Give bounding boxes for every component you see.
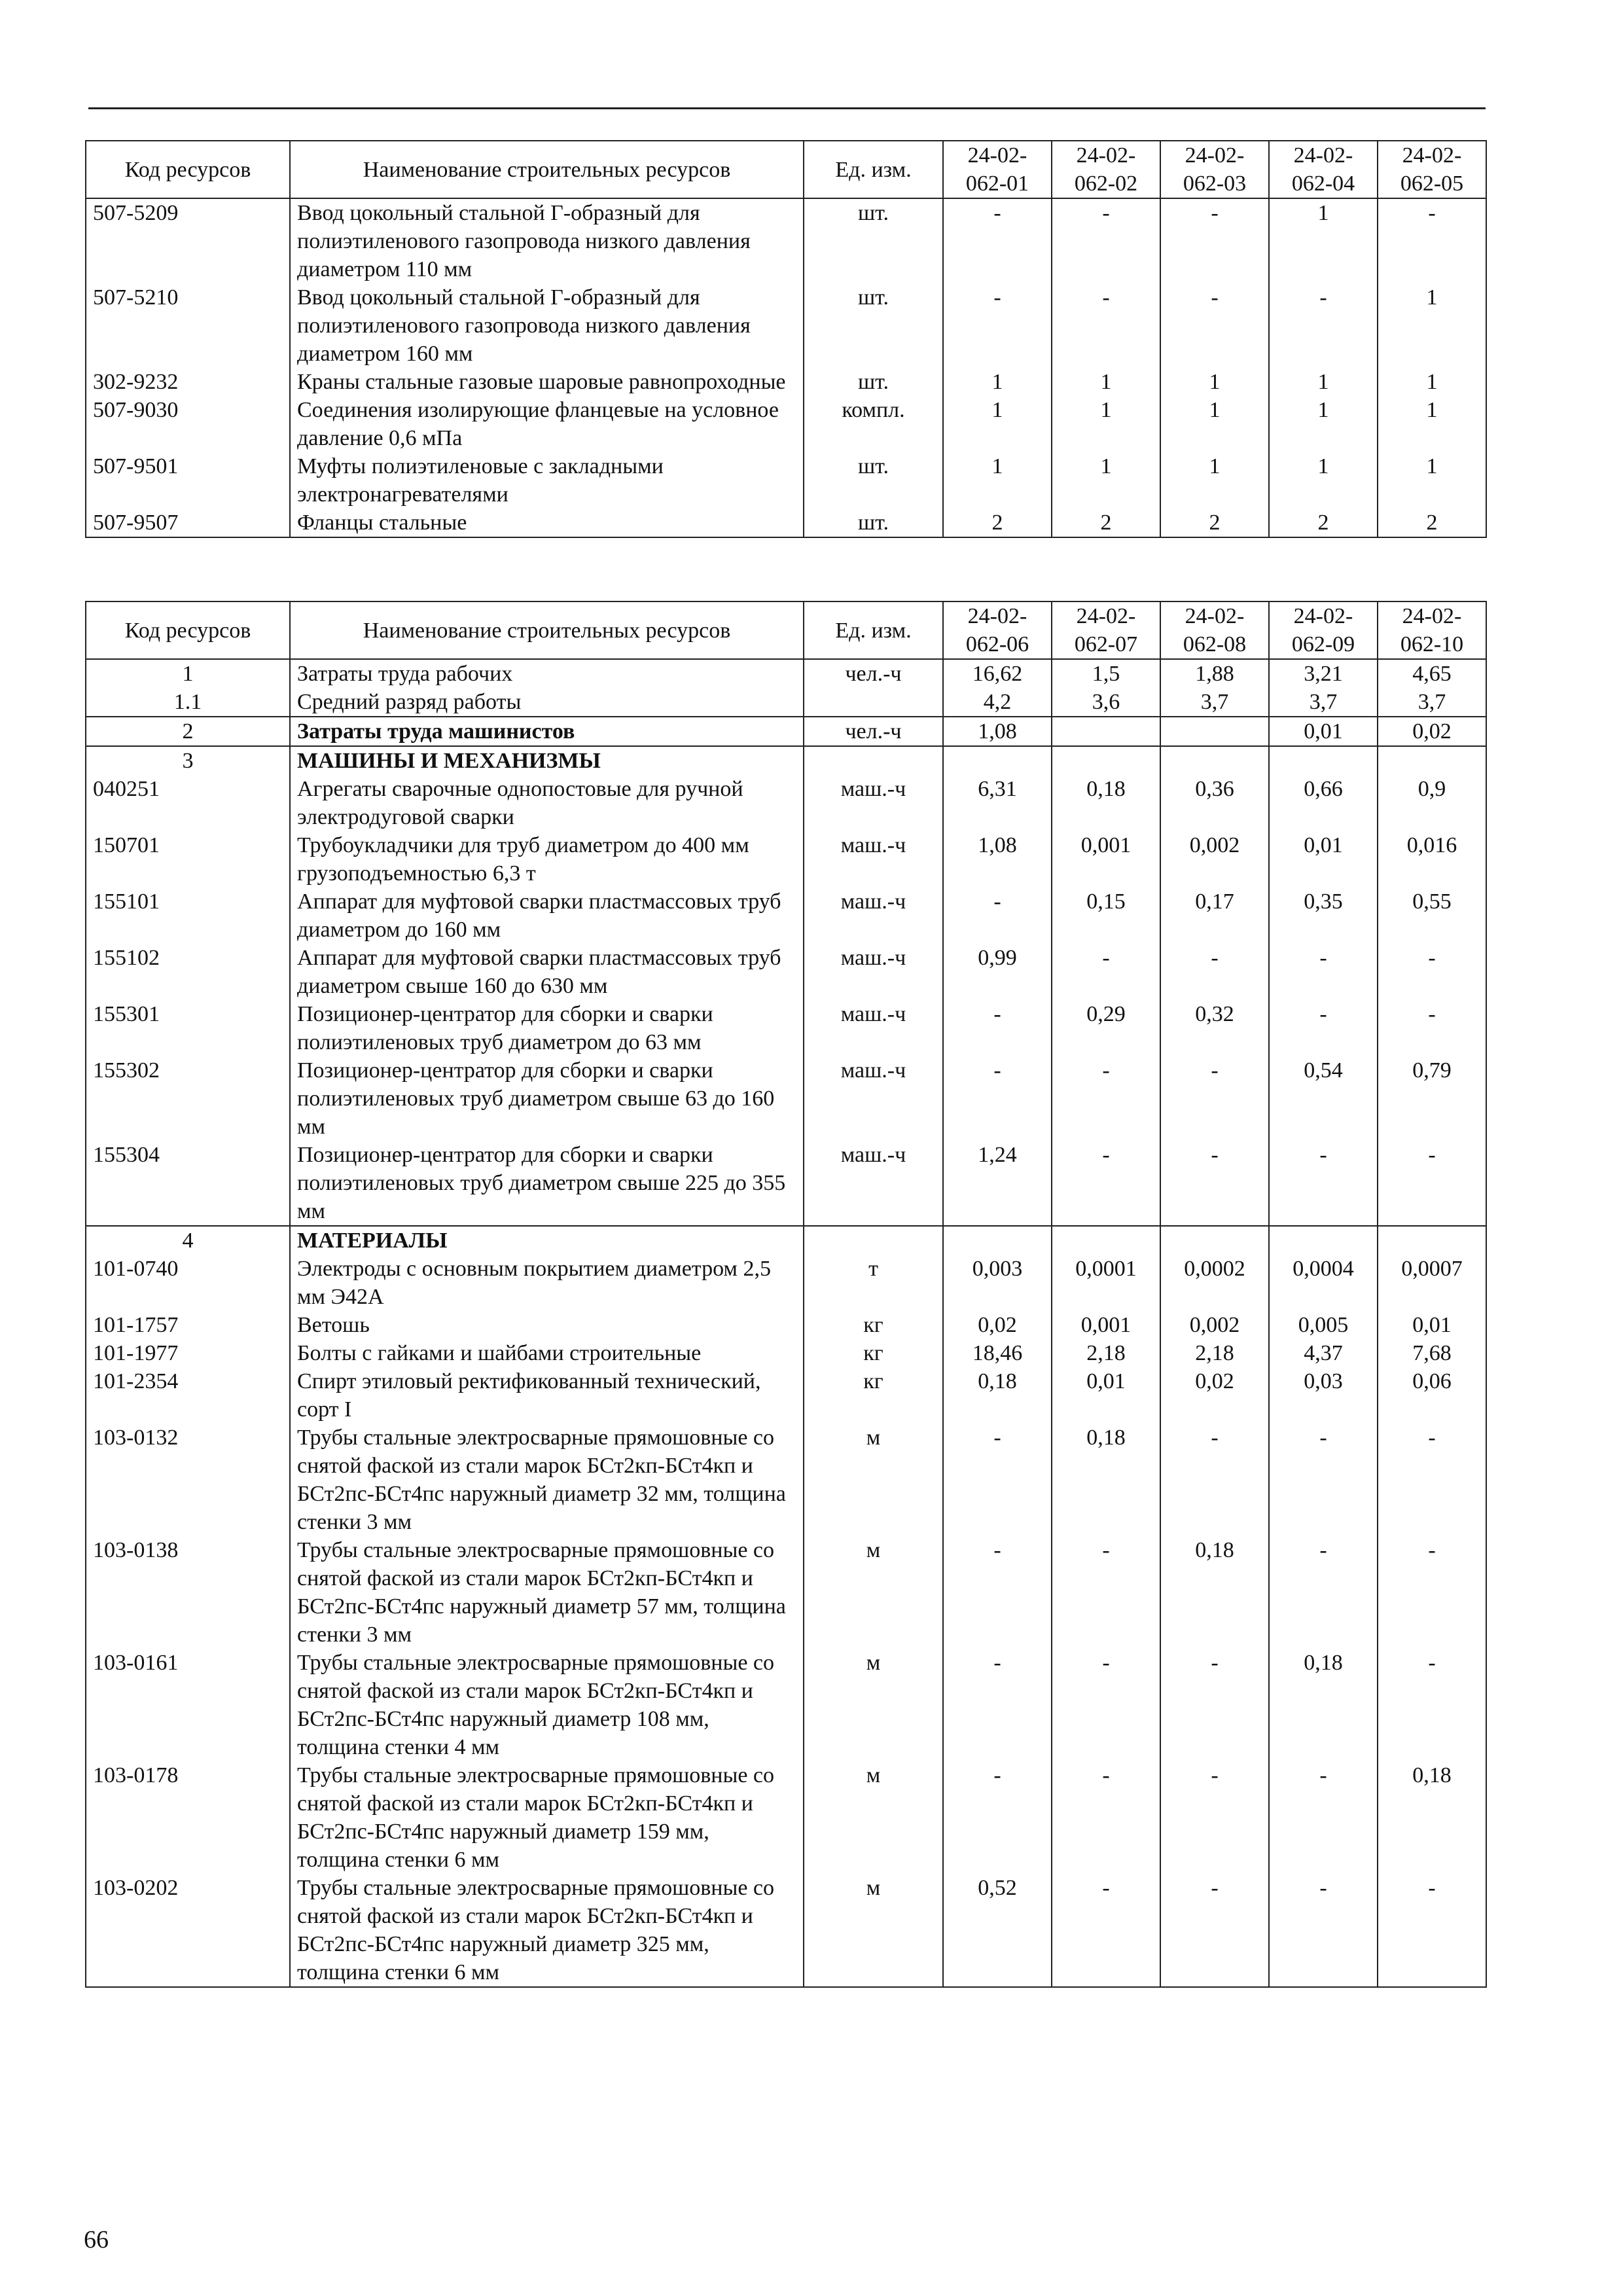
table-header-row xyxy=(86,141,1486,198)
resource-value xyxy=(1269,746,1378,775)
resource-value: 0,54 xyxy=(1269,1056,1378,1141)
resource-value: 1 xyxy=(1269,452,1378,509)
resource-value: - xyxy=(1052,944,1160,1000)
resource-value: 2 xyxy=(1160,509,1269,537)
resource-value: 2 xyxy=(1052,509,1160,537)
table-row xyxy=(86,1311,1486,1339)
resource-name: Муфты полиэтиленовые с закладными электронагревателями xyxy=(290,452,804,509)
resource-value: 1 xyxy=(1160,396,1269,452)
resource-value: 18,46 xyxy=(943,1339,1052,1367)
resource-code: 103-0178 xyxy=(86,1761,290,1874)
resource-value: 0,15 xyxy=(1052,888,1160,944)
header-col: 24-02- 062-03 xyxy=(1160,141,1269,198)
table-row xyxy=(86,944,1486,1000)
resource-value: 2,18 xyxy=(1160,1339,1269,1367)
resource-name: Агрегаты сварочные однопостовые для ручной электродуговой сварки xyxy=(290,775,804,831)
resource-value: 3,6 xyxy=(1052,688,1160,717)
resource-value: 0,0002 xyxy=(1160,1255,1269,1311)
resource-unit: маш.-ч xyxy=(804,888,943,944)
resource-unit: маш.-ч xyxy=(804,1141,943,1226)
resource-value: 4,37 xyxy=(1269,1339,1378,1367)
table-row xyxy=(86,659,1486,688)
resource-value: 3,7 xyxy=(1378,688,1486,717)
resource-value: - xyxy=(1269,1424,1378,1536)
table-row xyxy=(86,1424,1486,1536)
header-unit: Ед. изм. xyxy=(804,601,943,659)
resource-value xyxy=(1052,1226,1160,1255)
resource-unit: маш.-ч xyxy=(804,1000,943,1056)
table-row xyxy=(86,452,1486,509)
table-row xyxy=(86,1536,1486,1649)
resource-value: 0,01 xyxy=(1378,1311,1486,1339)
resource-value: - xyxy=(1378,1000,1486,1056)
resource-value: 0,35 xyxy=(1269,888,1378,944)
resource-value: 0,66 xyxy=(1269,775,1378,831)
table-row xyxy=(86,831,1486,888)
resource-value: 0,02 xyxy=(943,1311,1052,1339)
resource-name: Позиционер-центратор для сборки и сварки полиэтиленовых труб диаметром свыше 63 до 160 мм xyxy=(290,1056,804,1141)
header-col: 24-02- 062-09 xyxy=(1269,601,1378,659)
table-row xyxy=(86,509,1486,537)
resource-value: 0,18 xyxy=(1378,1761,1486,1874)
resource-value: 1 xyxy=(1378,396,1486,452)
table-row xyxy=(86,1761,1486,1874)
resource-value: - xyxy=(1052,1056,1160,1141)
resource-unit: маш.-ч xyxy=(804,944,943,1000)
table-row xyxy=(86,1141,1486,1226)
resource-value: 1 xyxy=(1160,452,1269,509)
resource-value: 0,01 xyxy=(1269,717,1378,746)
resource-name: Ветошь xyxy=(290,1311,804,1339)
resource-value: 0,0007 xyxy=(1378,1255,1486,1311)
resource-value: 0,0004 xyxy=(1269,1255,1378,1311)
table-row xyxy=(86,1000,1486,1056)
resource-unit: м xyxy=(804,1761,943,1874)
resource-value: 1 xyxy=(1160,368,1269,396)
resource-value: 1,08 xyxy=(943,717,1052,746)
resource-name: Трубы стальные электросварные прямошовные со снятой фаской из стали марок БСт2кп-БСт4кп и БСт2пс-БСт4пс наружный диаметр 159 мм, толщина стенки 6 мм xyxy=(290,1761,804,1874)
resource-name: Болты с гайками и шайбами строительные xyxy=(290,1339,804,1367)
resource-value: 0,02 xyxy=(1378,717,1486,746)
resource-name: Электроды с основным покрытием диаметром 2,5 мм Э42А xyxy=(290,1255,804,1311)
resource-name: Трубы стальные электросварные прямошовные со снятой фаской из стали марок БСт2кп-БСт4кп и БСт2пс-БСт4пс наружный диаметр 325 мм, толщина стенки 6 мм xyxy=(290,1874,804,1987)
resource-code: 155302 xyxy=(86,1056,290,1141)
resource-code: 155101 xyxy=(86,888,290,944)
resource-value: - xyxy=(1052,1874,1160,1987)
resource-value: - xyxy=(943,1761,1052,1874)
resource-value: - xyxy=(1160,944,1269,1000)
header-col: 24-02- 062-08 xyxy=(1160,601,1269,659)
header-col: 24-02- 062-01 xyxy=(943,141,1052,198)
resource-value: 3,7 xyxy=(1160,688,1269,717)
resource-value: 7,68 xyxy=(1378,1339,1486,1367)
resource-unit xyxy=(804,746,943,775)
resource-name: Позиционер-центратор для сборки и сварки полиэтиленовых труб диаметром свыше 225 до 355 мм xyxy=(290,1141,804,1226)
resource-code: 155102 xyxy=(86,944,290,1000)
resource-unit: шт. xyxy=(804,509,943,537)
resource-code: 155304 xyxy=(86,1141,290,1226)
resource-value: - xyxy=(1269,1874,1378,1987)
resource-value: 0,79 xyxy=(1378,1056,1486,1141)
resource-value: 0,01 xyxy=(1052,1367,1160,1424)
table-row xyxy=(86,368,1486,396)
resource-value: 4,2 xyxy=(943,688,1052,717)
resource-name: Трубы стальные электросварные прямошовные со снятой фаской из стали марок БСт2кп-БСт4кп и БСт2пс-БСт4пс наружный диаметр 32 мм, толщина стенки 3 мм xyxy=(290,1424,804,1536)
table-row xyxy=(86,1339,1486,1367)
resource-value: 2 xyxy=(1378,509,1486,537)
resource-table-1 xyxy=(85,140,1487,538)
resource-value: - xyxy=(943,1536,1052,1649)
resource-value: 0,03 xyxy=(1269,1367,1378,1424)
table-row xyxy=(86,688,1486,717)
header-rule xyxy=(88,107,1486,109)
resource-value: 0,17 xyxy=(1160,888,1269,944)
resource-value: - xyxy=(1052,198,1160,283)
resource-value: - xyxy=(1269,1536,1378,1649)
resource-unit: м xyxy=(804,1536,943,1649)
resource-code: 3 xyxy=(86,746,290,775)
table-row xyxy=(86,746,1486,775)
resource-name: Аппарат для муфтовой сварки пластмассовых труб диаметром до 160 мм xyxy=(290,888,804,944)
resource-value: 0,9 xyxy=(1378,775,1486,831)
table-row xyxy=(86,1649,1486,1761)
header-code: Код ресурсов xyxy=(86,601,290,659)
resource-name: Ввод цокольный стальной Г-образный для полиэтиленового газопровода низкого давления диаметром 110 мм xyxy=(290,198,804,283)
resource-value: - xyxy=(1269,944,1378,1000)
resource-value: 1 xyxy=(1269,198,1378,283)
resource-value: 0,002 xyxy=(1160,1311,1269,1339)
resource-unit xyxy=(804,688,943,717)
resource-value: - xyxy=(1160,1874,1269,1987)
resource-unit: м xyxy=(804,1649,943,1761)
header-col: 24-02- 062-06 xyxy=(943,601,1052,659)
resource-value: 0,32 xyxy=(1160,1000,1269,1056)
resource-value: 4,65 xyxy=(1378,659,1486,688)
resource-value: 0,18 xyxy=(1269,1649,1378,1761)
resource-value: - xyxy=(1378,1874,1486,1987)
page-number: 66 xyxy=(84,2226,109,2253)
resource-code: 507-5210 xyxy=(86,283,290,368)
resource-value: 1,88 xyxy=(1160,659,1269,688)
resource-unit: шт. xyxy=(804,368,943,396)
resource-code: 101-0740 xyxy=(86,1255,290,1311)
resource-value xyxy=(943,1226,1052,1255)
resource-value: 1 xyxy=(1378,368,1486,396)
resource-value: 0,002 xyxy=(1160,831,1269,888)
resource-value: - xyxy=(1378,1536,1486,1649)
resource-value: 2 xyxy=(943,509,1052,537)
table-row xyxy=(86,1226,1486,1255)
resource-value: - xyxy=(1160,283,1269,368)
resource-code: 4 xyxy=(86,1226,290,1255)
resource-value: 0,18 xyxy=(1052,1424,1160,1536)
resource-code: 101-1757 xyxy=(86,1311,290,1339)
resource-unit: чел.-ч xyxy=(804,659,943,688)
resource-value: 1 xyxy=(943,396,1052,452)
resource-value xyxy=(943,746,1052,775)
resource-code: 103-0202 xyxy=(86,1874,290,1987)
header-col: 24-02- 062-02 xyxy=(1052,141,1160,198)
resource-value: - xyxy=(1378,1141,1486,1226)
header-name: Наименование строительных ресурсов xyxy=(290,141,804,198)
resource-code: 1.1 xyxy=(86,688,290,717)
resource-value xyxy=(1160,746,1269,775)
resource-value: - xyxy=(943,1056,1052,1141)
resource-value: - xyxy=(943,283,1052,368)
header-code: Код ресурсов xyxy=(86,141,290,198)
resource-value: 0,01 xyxy=(1269,831,1378,888)
resource-value: - xyxy=(1160,1761,1269,1874)
table-row xyxy=(86,717,1486,746)
header-col: 24-02- 062-07 xyxy=(1052,601,1160,659)
header-col: 24-02- 062-10 xyxy=(1378,601,1486,659)
resource-value: 0,52 xyxy=(943,1874,1052,1987)
resource-unit: маш.-ч xyxy=(804,1056,943,1141)
resource-name: Трубы стальные электросварные прямошовные со снятой фаской из стали марок БСт2кп-БСт4кп и БСт2пс-БСт4пс наружный диаметр 108 мм, толщина стенки 4 мм xyxy=(290,1649,804,1761)
resource-name: Затраты труда машинистов xyxy=(290,717,804,746)
resource-value: - xyxy=(1378,198,1486,283)
resource-value: - xyxy=(943,198,1052,283)
resource-value: - xyxy=(943,888,1052,944)
resource-code: 155301 xyxy=(86,1000,290,1056)
resource-value: - xyxy=(1269,1141,1378,1226)
table-row xyxy=(86,1056,1486,1141)
resource-value: - xyxy=(1052,1649,1160,1761)
resource-value: 0,18 xyxy=(1052,775,1160,831)
resource-value xyxy=(1052,746,1160,775)
resource-name: Фланцы стальные xyxy=(290,509,804,537)
resource-value: 1 xyxy=(1269,368,1378,396)
resource-value: 0,016 xyxy=(1378,831,1486,888)
resource-value: - xyxy=(943,1424,1052,1536)
resource-unit: шт. xyxy=(804,198,943,283)
resource-value: 0,18 xyxy=(943,1367,1052,1424)
resource-code: 302-9232 xyxy=(86,368,290,396)
table-header-row xyxy=(86,601,1486,659)
resource-code: 150701 xyxy=(86,831,290,888)
resource-name: Затраты труда рабочих xyxy=(290,659,804,688)
header-col: 24-02- 062-04 xyxy=(1269,141,1378,198)
resource-value: - xyxy=(943,1000,1052,1056)
resource-value: - xyxy=(1160,1141,1269,1226)
resource-value: - xyxy=(1378,944,1486,1000)
table-row xyxy=(86,396,1486,452)
resource-value: 16,62 xyxy=(943,659,1052,688)
resource-code: 507-5209 xyxy=(86,198,290,283)
resource-value: 2 xyxy=(1269,509,1378,537)
resource-value: - xyxy=(1160,198,1269,283)
resource-value xyxy=(1378,746,1486,775)
resource-value: - xyxy=(1269,1000,1378,1056)
resource-unit: т xyxy=(804,1255,943,1311)
resource-value: - xyxy=(1269,1761,1378,1874)
resource-name: МАШИНЫ И МЕХАНИЗМЫ xyxy=(290,746,804,775)
resource-code: 101-2354 xyxy=(86,1367,290,1424)
resource-value: - xyxy=(1160,1056,1269,1141)
resource-unit xyxy=(804,1226,943,1255)
resource-unit: шт. xyxy=(804,452,943,509)
resource-unit: маш.-ч xyxy=(804,775,943,831)
resource-name: Спирт этиловый ректификованный технический, сорт I xyxy=(290,1367,804,1424)
resource-code: 040251 xyxy=(86,775,290,831)
resource-name: Трубоукладчики для труб диаметром до 400 мм грузоподъемностью 6,3 т xyxy=(290,831,804,888)
resource-value: 0,001 xyxy=(1052,1311,1160,1339)
resource-value: 3,7 xyxy=(1269,688,1378,717)
table-row xyxy=(86,1874,1486,1987)
header-col: 24-02- 062-05 xyxy=(1378,141,1486,198)
resource-value: - xyxy=(1052,1761,1160,1874)
table-row xyxy=(86,775,1486,831)
resource-name: Соединения изолирующие фланцевые на условное давление 0,6 мПа xyxy=(290,396,804,452)
resource-unit: кг xyxy=(804,1311,943,1339)
resource-value: 0,0001 xyxy=(1052,1255,1160,1311)
resource-code: 1 xyxy=(86,659,290,688)
resource-value: 6,31 xyxy=(943,775,1052,831)
resource-value: 1 xyxy=(1378,283,1486,368)
resource-unit: шт. xyxy=(804,283,943,368)
resource-code: 2 xyxy=(86,717,290,746)
resource-value: 0,02 xyxy=(1160,1367,1269,1424)
resource-value xyxy=(1378,1226,1486,1255)
table-row xyxy=(86,1367,1486,1424)
resource-value: 0,36 xyxy=(1160,775,1269,831)
resource-name: Трубы стальные электросварные прямошовные со снятой фаской из стали марок БСт2кп-БСт4кп и БСт2пс-БСт4пс наружный диаметр 57 мм, толщина стенки 3 мм xyxy=(290,1536,804,1649)
resource-value: 2,18 xyxy=(1052,1339,1160,1367)
resource-unit: м xyxy=(804,1424,943,1536)
resource-code: 103-0132 xyxy=(86,1424,290,1536)
resource-name: Краны стальные газовые шаровые равнопроходные xyxy=(290,368,804,396)
resource-code: 103-0161 xyxy=(86,1649,290,1761)
resource-value: 1,24 xyxy=(943,1141,1052,1226)
resource-value: - xyxy=(1052,1536,1160,1649)
resource-value: 0,29 xyxy=(1052,1000,1160,1056)
resource-value: - xyxy=(1269,283,1378,368)
resource-name: Позиционер-центратор для сборки и сварки полиэтиленовых труб диаметром до 63 мм xyxy=(290,1000,804,1056)
resource-code: 507-9030 xyxy=(86,396,290,452)
table-row xyxy=(86,283,1486,368)
resource-unit: маш.-ч xyxy=(804,831,943,888)
resource-value: 1 xyxy=(1378,452,1486,509)
resource-value xyxy=(1160,1226,1269,1255)
resource-value: 0,18 xyxy=(1160,1536,1269,1649)
resource-value: 1 xyxy=(1269,396,1378,452)
resource-value: 0,005 xyxy=(1269,1311,1378,1339)
resource-value xyxy=(1052,717,1160,746)
resource-value: - xyxy=(1160,1649,1269,1761)
resource-name: Аппарат для муфтовой сварки пластмассовых труб диаметром свыше 160 до 630 мм xyxy=(290,944,804,1000)
resource-value: - xyxy=(1378,1424,1486,1536)
resource-table-2 xyxy=(85,601,1487,1988)
resource-unit: кг xyxy=(804,1339,943,1367)
resource-value: 1,08 xyxy=(943,831,1052,888)
resource-value: - xyxy=(1378,1649,1486,1761)
resource-value xyxy=(1269,1226,1378,1255)
resource-code: 101-1977 xyxy=(86,1339,290,1367)
resource-name: Ввод цокольный стальной Г-образный для полиэтиленового газопровода низкого давления диаметром 160 мм xyxy=(290,283,804,368)
resource-name: МАТЕРИАЛЫ xyxy=(290,1226,804,1255)
header-unit: Ед. изм. xyxy=(804,141,943,198)
resource-value: 0,003 xyxy=(943,1255,1052,1311)
resource-unit: м xyxy=(804,1874,943,1987)
resource-value: 1 xyxy=(943,368,1052,396)
resource-value: 0,99 xyxy=(943,944,1052,1000)
header-name: Наименование строительных ресурсов xyxy=(290,601,804,659)
resource-value xyxy=(1160,717,1269,746)
resource-unit: компл. xyxy=(804,396,943,452)
resource-value: - xyxy=(1052,1141,1160,1226)
resource-unit: чел.-ч xyxy=(804,717,943,746)
resource-value: 1 xyxy=(1052,368,1160,396)
resource-value: - xyxy=(943,1649,1052,1761)
resource-code: 507-9501 xyxy=(86,452,290,509)
resource-value: 0,06 xyxy=(1378,1367,1486,1424)
table-row xyxy=(86,888,1486,944)
resource-value: 0,55 xyxy=(1378,888,1486,944)
resource-value: 1 xyxy=(1052,396,1160,452)
resource-value: 1 xyxy=(943,452,1052,509)
resource-code: 507-9507 xyxy=(86,509,290,537)
resource-code: 103-0138 xyxy=(86,1536,290,1649)
table-row xyxy=(86,198,1486,283)
resource-value: 3,21 xyxy=(1269,659,1378,688)
resource-value: 1,5 xyxy=(1052,659,1160,688)
table-row xyxy=(86,1255,1486,1311)
resource-value: - xyxy=(1052,283,1160,368)
resource-unit: кг xyxy=(804,1367,943,1424)
resource-name: Средний разряд работы xyxy=(290,688,804,717)
resource-value: 0,001 xyxy=(1052,831,1160,888)
resource-value: 1 xyxy=(1052,452,1160,509)
resource-value: - xyxy=(1160,1424,1269,1536)
